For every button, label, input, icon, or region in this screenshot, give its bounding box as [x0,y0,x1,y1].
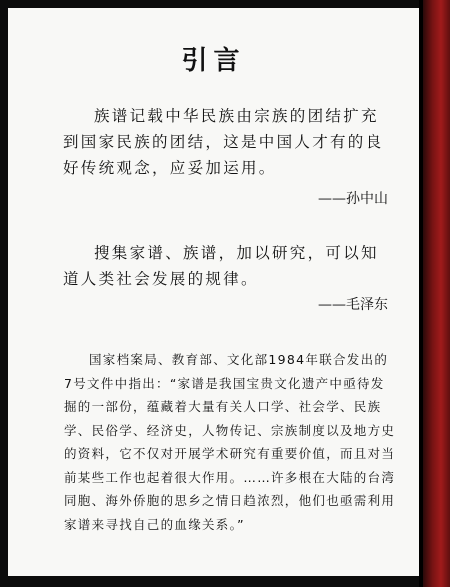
spine-edge [419,0,423,587]
book-page [8,8,419,576]
mao-zedong-attribution: ——毛泽东 [318,297,388,313]
book-spine [419,0,450,587]
page-title: 引言 [181,46,246,76]
archive-document-paragraph: 国家档案局、教育部、文化部1984年联合发出的7号文件中指出：“家谱是我国宝贵文化遗产中亟待发掘的一部份，蕴藏着大量有关人口学、社会学、民族学、民俗学、经济史，人物传记、宗族制度以及地方史的资料，它不仅对开展学术研究有重要价值，而且对当前某些工作也起着很大作用。……许多根在大陆的台湾同胞、海外侨胞的思乡之情日趋浓烈，他们也亟需利用家谱来寻找自己的血缘关系。” [64,352,396,532]
mao-zedong-quote: 搜集家谱、族谱，加以研究，可以知道人类社会发展的规律。 [63,244,379,288]
sun-yat-sen-attribution: ——孙中山 [318,191,388,207]
sun-yat-sen-quote: 族谱记载中华民族由宗族的团结扩充到国家民族的团结，这是中国人才有的良好传统观念，应妥加运用。 [63,107,384,177]
